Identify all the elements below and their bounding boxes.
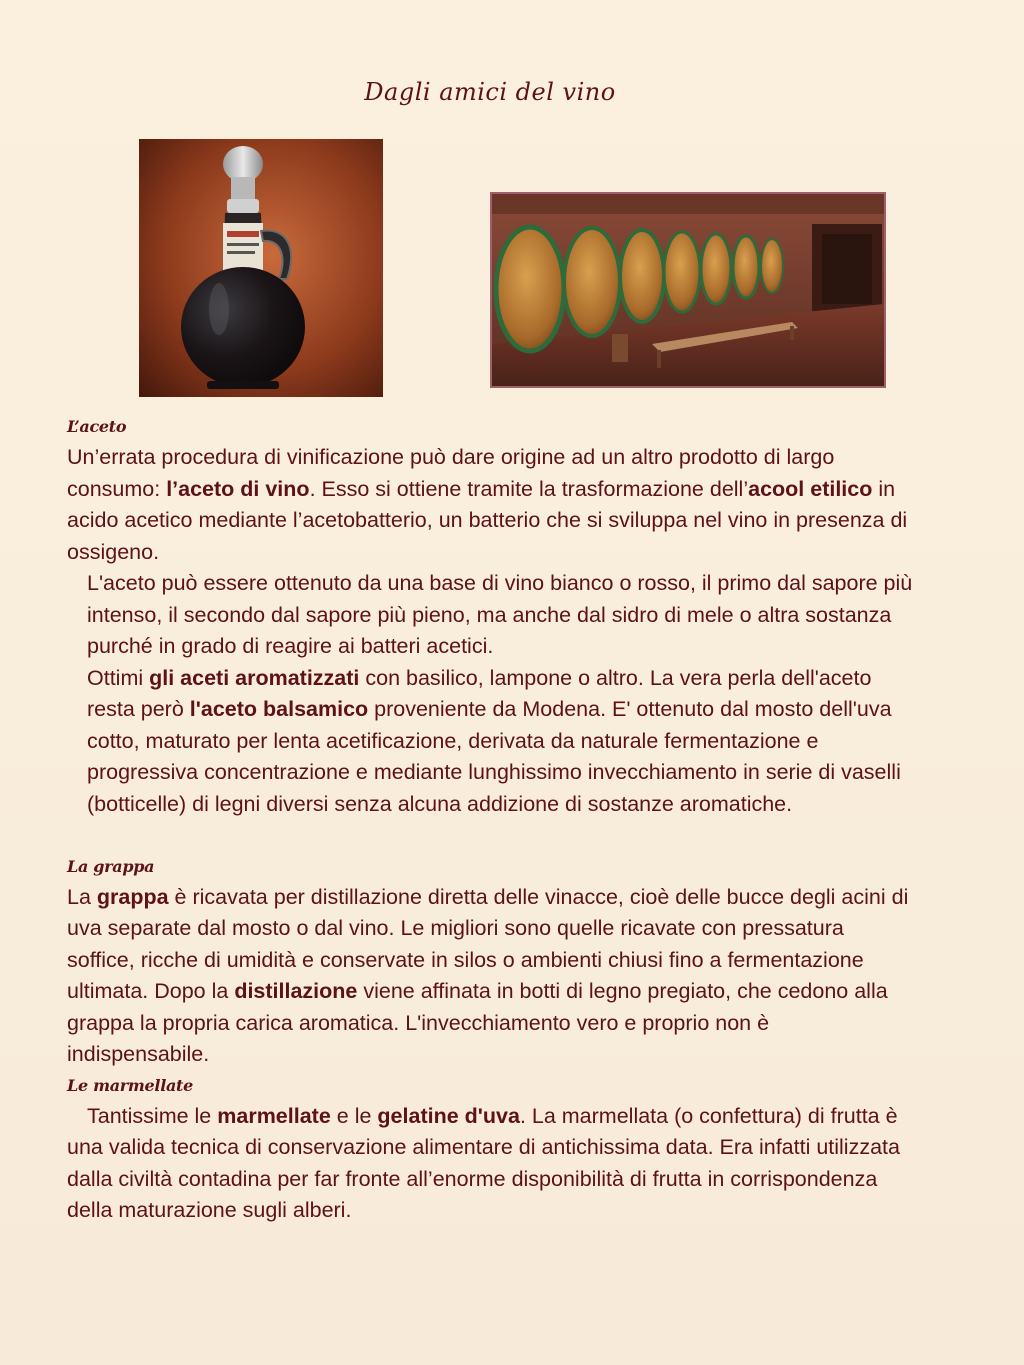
aceto-paragraph-1: Un’errata procedura di vinificazione può dare origine ad un altro prodotto di largo consumo: l’aceto di vino. Esso si ottiene tramite la trasformazione dell’acool etilico in acido acetico mediante l’acetobatterio, un batterio che si sviluppa nel vino in presenza di ossigeno. [67,445,908,564]
content-body [67,412,917,1227]
wine-cellar-image [490,192,886,388]
section-heading-marmellate: Le marmellate [67,1075,194,1095]
page-title: Dagli amici del vino [364,78,616,106]
aceto-paragraph-3: Ottimi gli aceti aromatizzati con basilico, lampone o altro. La vera perla dell'aceto resta però l'aceto balsamico proveniente da Modena. E' ottenuto dal mosto dell'uva cotto, maturato per lenta acetificazione, derivata da naturale fermentazione e progressiva concentrazione e mediante lunghissimo invecchiamento in serie di vaselli (botticelle) di legni diversi senza alcuna addizione di sostanze aromatiche. [87,665,901,816]
grappa-paragraph: La grappa è ricavata per distillazione diretta delle vinacce, cioè delle bucce degli acini di uva separate dal mosto o dal vino. Le migliori sono quelle ricavate con pressatura soffice, ricche di umidità e conservate in silos o ambienti chiusi fino a fermentazione ultimata. Dopo la distillazione viene affinata in botti di legno pregiato, che cedono alla grappa la propria carica aromatica. L'invecchiamento vero e proprio non è indispensabile. [67,884,909,1066]
vinegar-bottle-image [139,139,383,397]
section-heading-aceto: L’aceto [67,417,127,436]
section-heading-grappa: La grappa [67,856,155,876]
aceto-paragraph-2: L'aceto può essere ottenuto da una base di vino bianco o rosso, il primo dal sapore più intenso, il secondo dal sapore più pieno, ma anche dal sidro di mele o altra sostanza purché in grado di reagire ai batteri acetici. [87,571,913,658]
marmellate-paragraph: Tantissime le marmellate e le gelatine d'uva. La marmellata (o confettura) di frutta è una valida tecnica di conservazione alimentare di antichissima data. Era infatti utilizzata dalla civiltà contadina per far fronte all’enorme disponibilità di frutta in corrispondenza della maturazione sugli alberi. [67,1103,900,1222]
